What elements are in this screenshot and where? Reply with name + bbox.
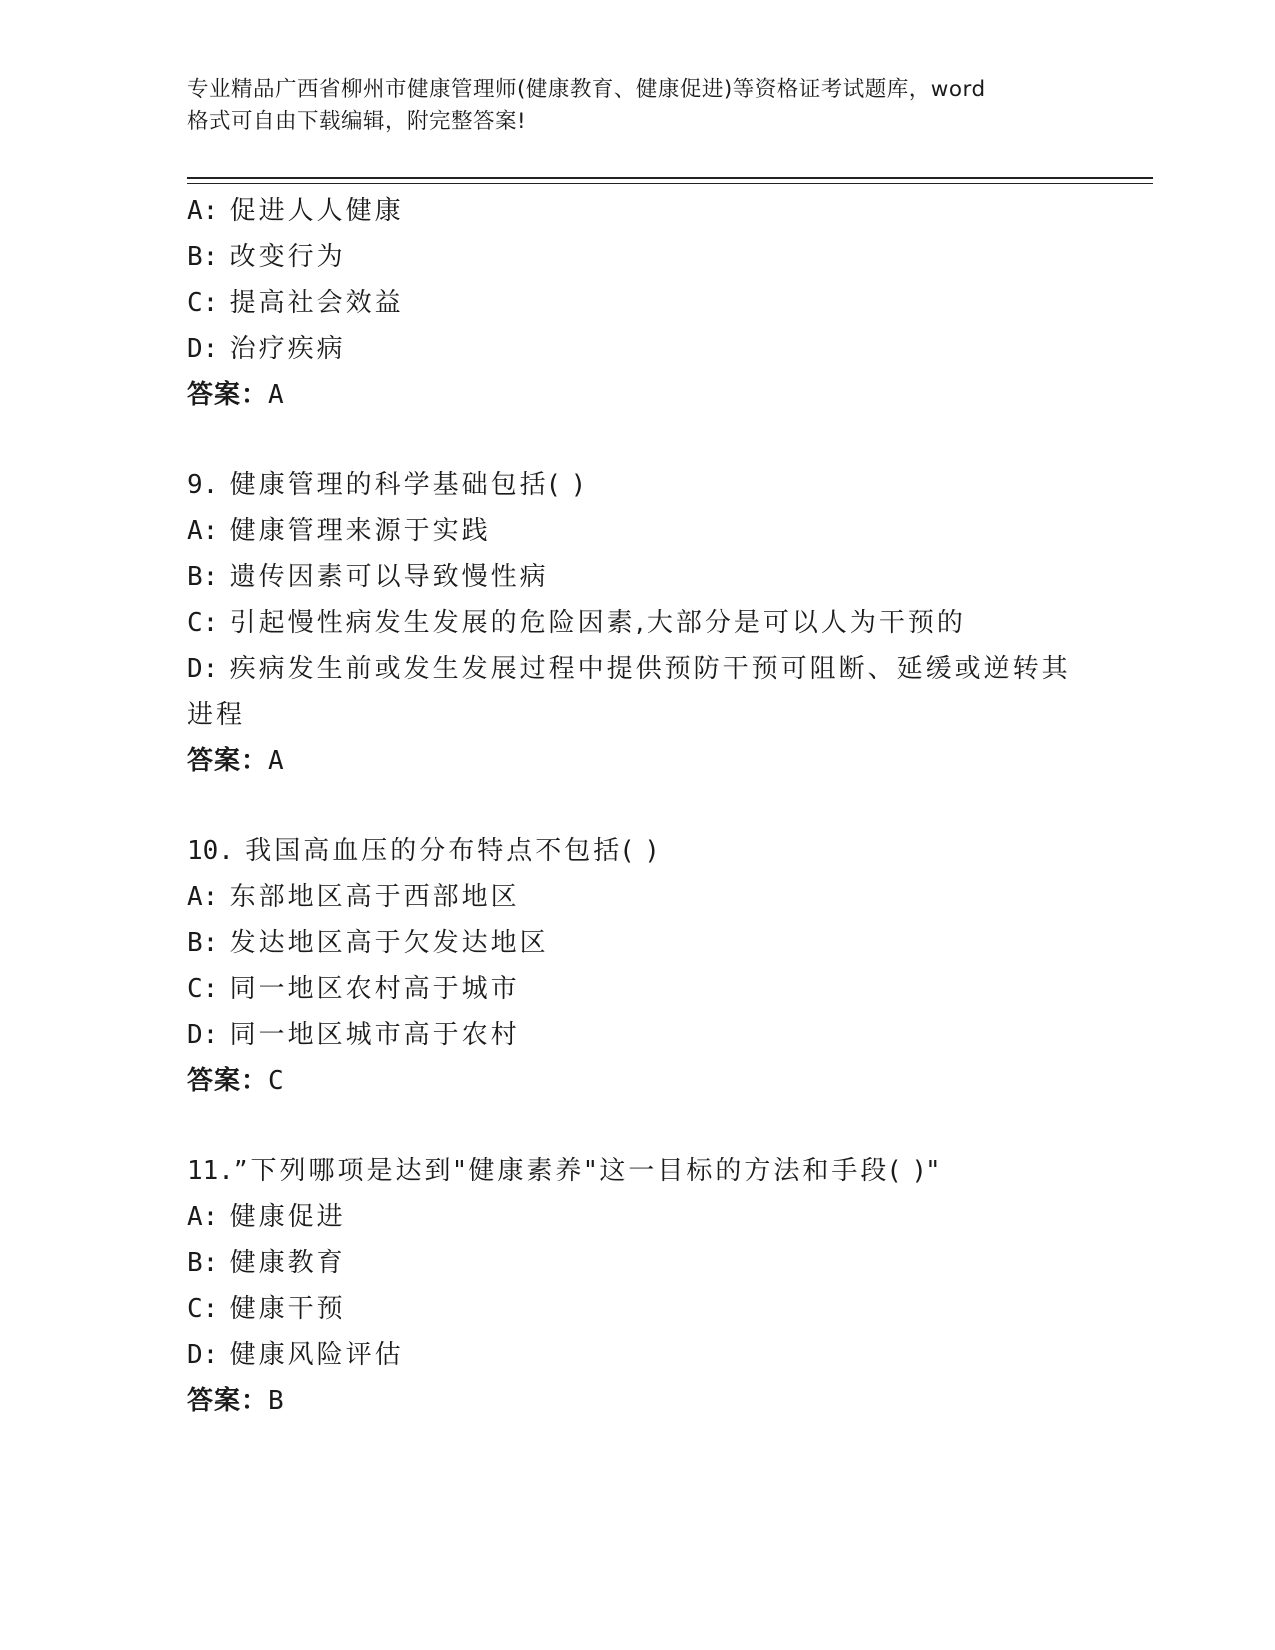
option-b [187, 234, 1117, 280]
option-b [187, 920, 1117, 966]
option-text: 健康管理来源于实践 [218, 516, 491, 546]
option-letter: D: [187, 334, 219, 364]
option-text: 疾病发生前或发生发展过程中提供预防干预可阻断、延缓或逆转其 [218, 654, 1071, 684]
option-a [187, 188, 1117, 234]
header-line-2: 格式可自由下载编辑，附完整答案! [187, 109, 527, 134]
question-block-10 [187, 828, 1117, 1104]
option-text: 治疗疾病 [218, 334, 346, 364]
option-letter: C: [187, 288, 219, 318]
option-text: 同一地区城市高于农村 [218, 1020, 520, 1050]
option-text: 同一地区农村高于城市 [218, 974, 520, 1004]
option-b [187, 554, 1117, 600]
option-d [187, 646, 1117, 692]
answer-label: 答案： [187, 746, 269, 776]
option-d [187, 1332, 1117, 1378]
spacer [187, 1104, 1117, 1148]
question-number: 9. [187, 470, 219, 500]
answer-line [187, 738, 1117, 784]
option-letter: C: [187, 974, 219, 1004]
question-stem [187, 828, 1117, 874]
option-letter: A: [187, 882, 219, 912]
option-c [187, 1286, 1117, 1332]
answer-label: 答案： [187, 380, 269, 410]
option-letter: D: [187, 654, 219, 684]
header-divider-thin [187, 183, 1153, 184]
option-b [187, 1240, 1117, 1286]
question-block-9 [187, 462, 1117, 784]
answer-value: A [268, 746, 285, 776]
header-divider-thick [187, 177, 1153, 179]
option-letter: D: [187, 1340, 219, 1370]
option-text: 健康干预 [218, 1294, 346, 1324]
question-text: 健康管理的科学基础包括( ) [218, 470, 587, 500]
question-list [187, 188, 1117, 1424]
option-text: 提高社会效益 [218, 288, 404, 318]
option-text: 健康风险评估 [218, 1340, 404, 1370]
option-letter: A: [187, 1202, 219, 1232]
option-letter: D: [187, 1020, 219, 1050]
question-text: ”下列哪项是达到"健康素养"这一目标的方法和手段( )" [233, 1156, 942, 1186]
answer-value: A [268, 380, 285, 410]
option-d [187, 1012, 1117, 1058]
answer-value: C [268, 1066, 285, 1096]
option-letter: B: [187, 928, 219, 958]
option-c [187, 280, 1117, 326]
document-header [187, 74, 1087, 138]
question-block-prev [187, 188, 1117, 418]
question-number: 11. [187, 1156, 234, 1186]
option-letter: A: [187, 516, 219, 546]
option-letter: B: [187, 242, 219, 272]
option-letter: C: [187, 608, 219, 638]
option-a [187, 1194, 1117, 1240]
question-stem [187, 462, 1117, 508]
answer-value: B [268, 1386, 285, 1416]
option-c [187, 966, 1117, 1012]
question-block-11 [187, 1148, 1117, 1424]
option-c [187, 600, 1117, 646]
option-letter: B: [187, 1248, 219, 1278]
option-text: 促进人人健康 [218, 196, 404, 226]
question-number: 10. [187, 836, 234, 866]
answer-line [187, 1378, 1117, 1424]
answer-line [187, 372, 1117, 418]
option-text: 改变行为 [218, 242, 346, 272]
answer-label: 答案： [187, 1066, 269, 1096]
question-stem [187, 1148, 1117, 1194]
option-letter: A: [187, 196, 219, 226]
header-line-1: 专业精品广西省柳州市健康管理师(健康教育、健康促进)等资格证考试题库，word [187, 77, 986, 102]
answer-label: 答案： [187, 1386, 269, 1416]
option-d [187, 326, 1117, 372]
question-text: 我国高血压的分布特点不包括( ) [233, 836, 660, 866]
option-text: 遗传因素可以导致慢性病 [218, 562, 549, 592]
option-text: 健康促进 [218, 1202, 346, 1232]
option-letter: B: [187, 562, 219, 592]
spacer [187, 784, 1117, 828]
option-text: 发达地区高于欠发达地区 [218, 928, 549, 958]
option-a [187, 508, 1117, 554]
option-text: 引起慢性病发生发展的危险因素,大部分是可以人为干预的 [218, 608, 966, 638]
spacer [187, 418, 1117, 462]
option-d-continuation: 进程 [187, 700, 246, 730]
option-a [187, 874, 1117, 920]
answer-line [187, 1058, 1117, 1104]
option-text: 东部地区高于西部地区 [218, 882, 520, 912]
option-text: 健康教育 [218, 1248, 346, 1278]
option-letter: C: [187, 1294, 219, 1324]
